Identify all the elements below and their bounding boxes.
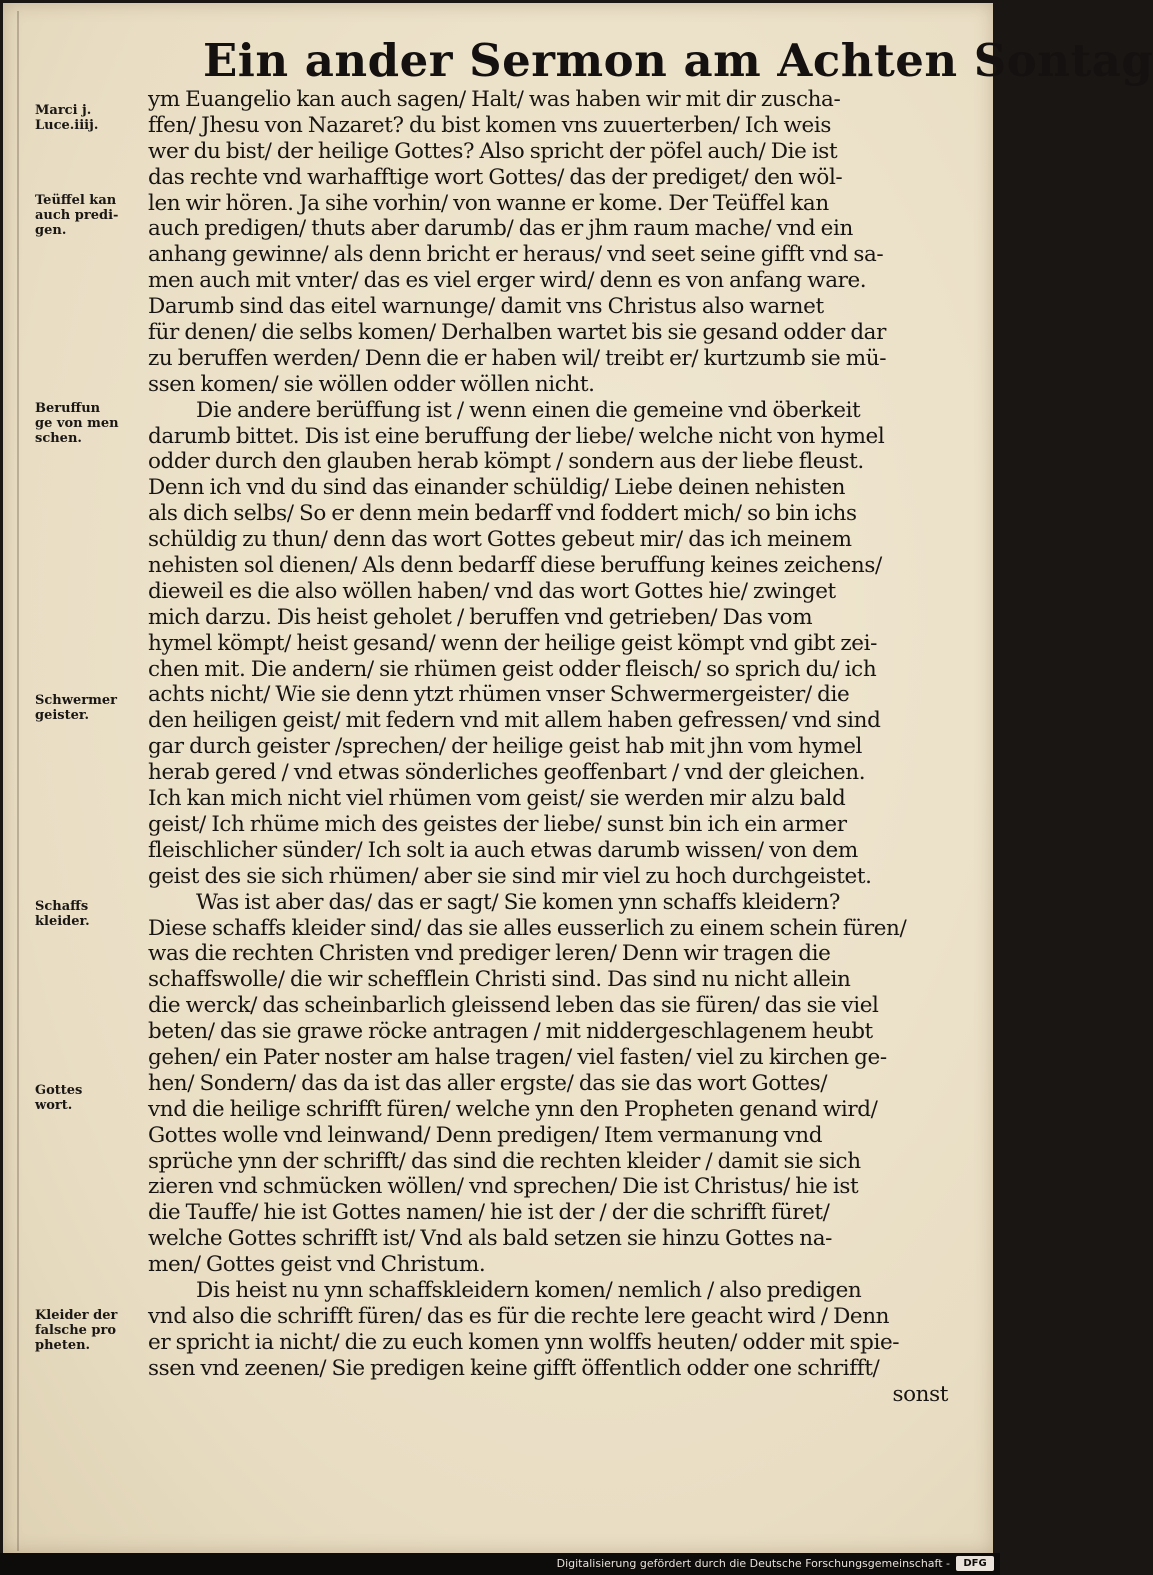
text-line: das rechte vnd warhafftige wort Gottes/ das der prediget/ den wöl- bbox=[148, 164, 843, 190]
text-line: ssen komen/ sie wöllen odder wöllen nicht. bbox=[148, 371, 595, 397]
text-line: gar durch geister /sprechen/ der heilige geist hab mit jhn vom hymel bbox=[148, 734, 863, 760]
text-line: hen/ Sondern/ das da ist das aller ergste/ das sie das wort Gottes/ bbox=[148, 1070, 828, 1096]
text-line: men auch mit vnter/ das es viel erger wird/ denn es von anfang ware. bbox=[148, 268, 867, 294]
page-edge-shadow bbox=[17, 11, 19, 1551]
text-line: chen mit. Die andern/ sie rhümen geist odder fleisch/ so sprich du/ ich bbox=[148, 656, 877, 682]
text-line: die Tauffe/ hie ist Gottes namen/ hie ist der / der die schrifft füret/ bbox=[148, 1200, 830, 1226]
text-line: mich darzu. Dis heist geholet / beruffen vnd getrieben/ Das vom bbox=[148, 604, 813, 630]
margin-note-kleider bbox=[35, 1308, 147, 1353]
text-line: hymel kömpt/ heist gesand/ wenn der heilige geist kömpt vnd gibt zei- bbox=[148, 630, 877, 656]
text-line: len wir hören. Ja sihe vorhin/ von wanne er kome. Der Teüffel kan bbox=[148, 190, 829, 216]
text-line: nehisten sol dienen/ Als denn bedarff diese beruffung keines zeichens/ bbox=[148, 553, 882, 579]
text-line: ym Euangelio kan auch sagen/ Halt/ was haben wir mit dir zuscha- bbox=[148, 87, 841, 112]
text-line: für denen/ die selbs komen/ Derhalben wartet bis sie gesand odder dar bbox=[148, 320, 886, 346]
text-line: geist/ Ich rhüme mich des geistes der liebe/ sunst bin ich ein armer bbox=[148, 811, 847, 837]
text-line: dieweil es die also wöllen haben/ vnd das wort Gottes hie/ zwinget bbox=[148, 578, 836, 604]
margin-note-line: kleider. bbox=[35, 914, 90, 929]
dfg-logo: DFG bbox=[956, 1556, 994, 1571]
text-line: herab gered / vnd etwas sönderliches geoffenbart / vnd der gleichen. bbox=[148, 760, 866, 786]
text-line: zieren vnd schmücken wöllen/ vnd sprechen/ Die ist Christus/ hie ist bbox=[148, 1174, 859, 1200]
margin-note-beruffunge bbox=[35, 401, 147, 446]
paragraph-start-line: Die andere berüffung ist / wenn einen die gemeine vnd öberkeit bbox=[196, 397, 861, 423]
text-line: beten/ das sie grawe röcke antragen / mit niddergeschlagenem heubt bbox=[148, 1019, 873, 1045]
margin-note-line: Luce.iiij. bbox=[35, 118, 99, 133]
text-line: was die rechten Christen vnd prediger leren/ Denn wir tragen die bbox=[148, 941, 831, 967]
text-line: darumb bittet. Dis ist eine beruffung der liebe/ welche nicht von hymel bbox=[148, 423, 885, 449]
text-line: ffen/ Jhesu von Nazaret? du bist komen vns zuuerterben/ Ich weis bbox=[148, 112, 831, 138]
text-line: den heiligen geist/ mit federn vnd mit allem haben gefressen/ vnd sind bbox=[148, 708, 881, 734]
book-page bbox=[3, 3, 1153, 1553]
text-line: als dich selbs/ So er denn mein bedarff vnd foddert mich/ so bin ichs bbox=[148, 501, 857, 527]
margin-note-line: falsche pro bbox=[35, 1323, 117, 1338]
text-line: achts nicht/ Wie sie denn ytzt rhümen vnser Schwermergeister/ die bbox=[148, 682, 850, 708]
margin-note-line: Beruffun bbox=[35, 401, 101, 416]
text-line: men/ Gottes geist vnd Christum. bbox=[148, 1252, 486, 1278]
text-line: schaffswolle/ die wir schefflein Christi sind. Das sind nu nicht allein bbox=[148, 967, 851, 993]
text-line: anhang gewinne/ als denn bricht er heraus/ vnd seet seine gifft vnd sa- bbox=[148, 242, 884, 268]
margin-note-line: Schaffs bbox=[35, 899, 89, 914]
text-line: welche Gottes schrifft ist/ Vnd als bald setzen sie hinzu Gottes na- bbox=[148, 1226, 833, 1252]
paragraph-start-line: Was ist aber das/ das er sagt/ Sie komen ynn schaffs kleidern? bbox=[196, 889, 840, 915]
text-line: sprüche ynn der schrifft/ das sind die rechten kleider / damit sie sich bbox=[148, 1148, 861, 1174]
margin-note-line: schen. bbox=[35, 431, 82, 446]
catchword: sonst bbox=[892, 1381, 948, 1407]
text-line: fleischlicher sünder/ Ich solt ia auch etwas darumb wissen/ von dem bbox=[148, 837, 858, 863]
funding-credit: Digitalisierung gefördert durch die Deutsche Forschungsgemeinschaft - bbox=[556, 1557, 950, 1570]
margin-note-marci bbox=[35, 103, 147, 133]
text-line: er spricht ia nicht/ die zu euch komen ynn wolffs heuten/ odder mit spie- bbox=[148, 1329, 900, 1355]
margin-note-line: gen. bbox=[35, 223, 67, 238]
text-line: schüldig zu thun/ denn das wort Gottes gebeut mir/ das ich meinem bbox=[148, 527, 852, 553]
main-text-block bbox=[148, 87, 968, 1407]
text-line: auch predigen/ thuts aber darumb/ das er jhm raum mache/ vnd ein bbox=[148, 216, 853, 242]
text-line: ssen vnd zeenen/ Sie predigen keine gifft öffentlich odder one schrifft/ bbox=[148, 1355, 880, 1381]
text-line: vnd also die schrifft füren/ das es für die rechte lere geacht wird / Denn bbox=[148, 1303, 890, 1329]
text-line: odder durch den glauben herab kömpt / sondern aus der liebe fleust. bbox=[148, 449, 864, 475]
margin-note-line: auch predi- bbox=[35, 208, 119, 223]
running-header: Ein ander Sermon am Achten Sontag bbox=[203, 34, 1153, 87]
margin-note-schaffs bbox=[35, 899, 147, 929]
text-line: Gottes wolle vnd leinwand/ Denn predigen/ Item vermanung vnd bbox=[148, 1122, 823, 1148]
margin-note-line: geister. bbox=[35, 708, 90, 723]
margin-note-line: Schwermer bbox=[35, 693, 117, 708]
text-line: Darumb sind das eitel warnunge/ damit vns Christus also warnet bbox=[148, 294, 824, 320]
margin-note-line: wort. bbox=[35, 1098, 73, 1113]
margin-note-line: Gottes bbox=[35, 1083, 83, 1098]
text-line: zu beruffen werden/ Denn die er haben wil/ treibt er/ kurtzumb sie mü- bbox=[148, 345, 887, 371]
margin-note-line: Teüffel kan bbox=[35, 193, 117, 208]
text-line: Denn ich vnd du sind das einander schüldig/ Liebe deinen nehisten bbox=[148, 475, 846, 501]
margin-note-schwermer bbox=[35, 693, 147, 723]
margin-note-teuffel bbox=[35, 193, 147, 238]
text-line: vnd die heilige schrifft füren/ welche ynn den Propheten genand wird/ bbox=[148, 1096, 878, 1122]
margin-note-line: Marci j. bbox=[35, 103, 92, 118]
margin-note-line: ge von men bbox=[35, 416, 119, 431]
margin-note-gottes-wort bbox=[35, 1083, 147, 1113]
text-line: geist des sie sich rhümen/ aber sie sind mir viel zu hoch durchgeistet. bbox=[148, 863, 872, 889]
text-line: gehen/ ein Pater noster am halse tragen/ viel fasten/ viel zu kirchen ge- bbox=[148, 1044, 887, 1070]
text-line: die werck/ das scheinbarlich gleissend leben das sie füren/ das sie viel bbox=[148, 993, 879, 1019]
text-line: Ich kan mich nicht viel rhümen vom geist/ sie werden mir alzu bald bbox=[148, 786, 846, 812]
paragraph-start-line: Dis heist nu ynn schaffskleidern komen/ nemlich / also predigen bbox=[196, 1277, 862, 1303]
margin-note-line: pheten. bbox=[35, 1338, 91, 1353]
text-line: Diese schaffs kleider sind/ das sie alles eusserlich zu einem schein füren/ bbox=[148, 915, 907, 941]
text-line: wer du bist/ der heilige Gottes? Also spricht der pöfel auch/ Die ist bbox=[148, 138, 838, 164]
margin-note-line: Kleider der bbox=[35, 1308, 118, 1323]
